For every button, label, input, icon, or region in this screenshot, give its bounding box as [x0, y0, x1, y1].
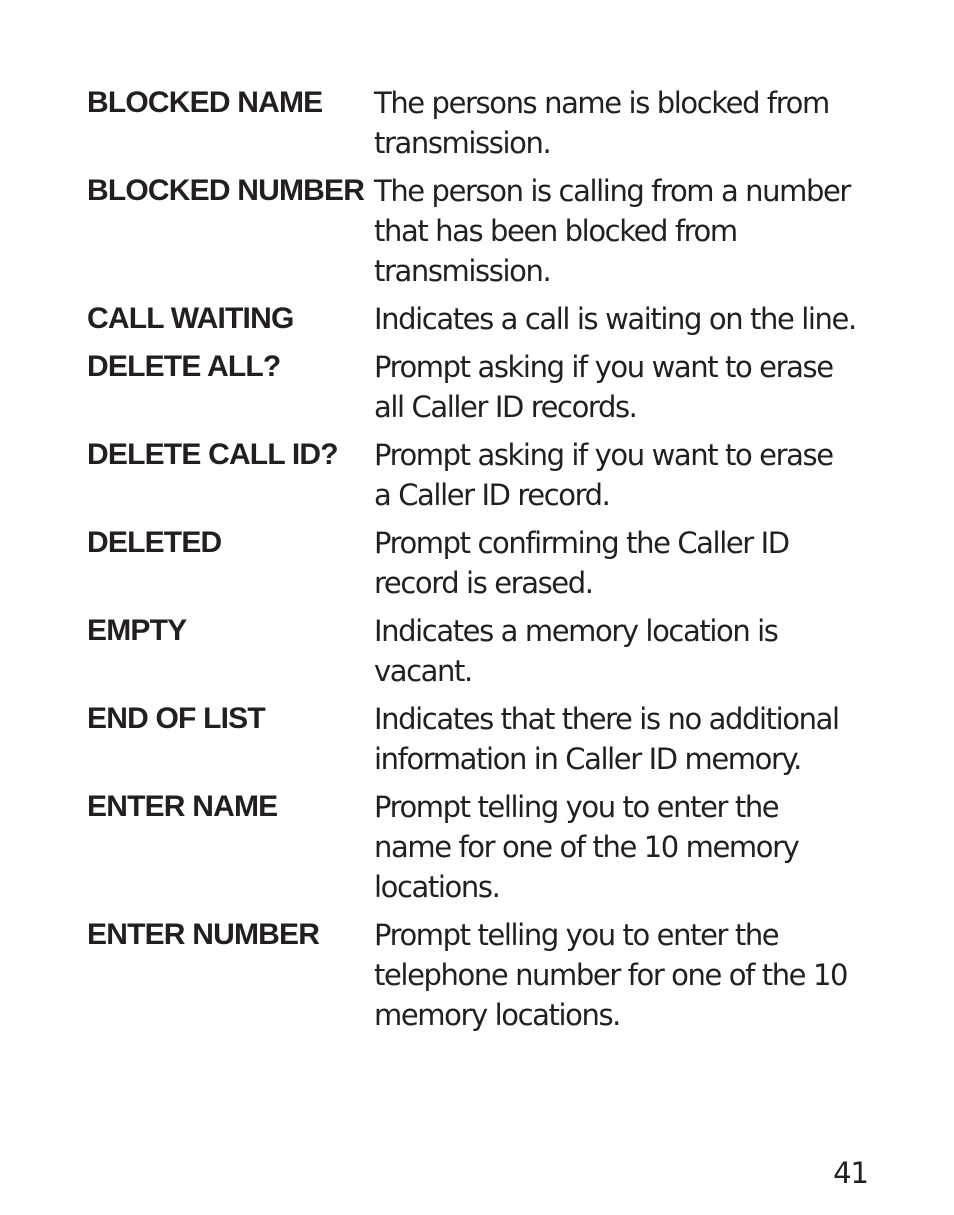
list-item [87, 83, 887, 163]
message-term: DELETED [87, 526, 222, 559]
page-number: 41 [833, 1156, 868, 1190]
message-description: Prompt telling you to enter the telephone number for one of the 10 memory locations. [374, 918, 848, 1032]
message-term: BLOCKED NUMBER [87, 174, 365, 207]
list-item [87, 523, 887, 603]
message-term: EMPTY [87, 614, 187, 647]
message-description: Indicates a memory location is vacant. [374, 614, 778, 688]
list-item [87, 299, 887, 339]
message-description: Indicates that there is no additional information in Caller ID memory. [374, 702, 839, 776]
list-item [87, 611, 887, 691]
message-description: The persons name is blocked from transmission. [374, 86, 829, 160]
message-term: ENTER NUMBER [87, 918, 320, 951]
list-item [87, 171, 887, 291]
display-messages-list [87, 83, 887, 1043]
list-item [87, 435, 887, 515]
list-item [87, 915, 887, 1035]
message-term: END OF LIST [87, 702, 265, 735]
message-description: Prompt asking if you want to erase all Caller ID records. [374, 350, 833, 424]
message-description: Prompt asking if you want to erase a Caller ID record. [374, 438, 833, 512]
list-item [87, 699, 887, 779]
list-item [87, 347, 887, 427]
message-term: DELETE ALL? [87, 350, 281, 383]
message-description: Prompt telling you to enter the name for one of the 10 memory locations. [374, 790, 799, 904]
message-description: Prompt confirming the Caller ID record is erased. [374, 526, 789, 600]
message-term: CALL WAITING [87, 302, 294, 335]
message-term: BLOCKED NAME [87, 86, 323, 119]
message-description: Indicates a call is waiting on the line. [374, 302, 856, 336]
message-term: ENTER NAME [87, 790, 278, 823]
message-description: The person is calling from a number that has been blocked from transmission. [374, 174, 850, 288]
message-term: DELETE CALL ID? [87, 438, 338, 471]
list-item [87, 787, 887, 907]
